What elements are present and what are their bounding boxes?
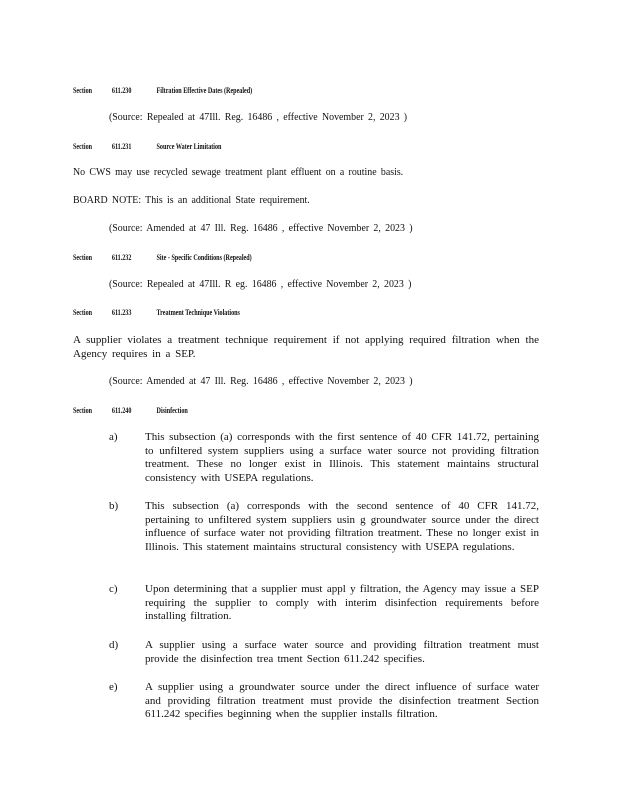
section-title: Site - Specific Conditions (Repealed) [156,252,252,262]
section-number: 611.240 [111,405,132,415]
list-item-text: A supplier using a surface water source and providing filtration treatment must provide the disinfection trea tment Section 611.242 specifies. [145,639,539,665]
section-heading [73,85,252,95]
list-item-label: b) [109,500,119,512]
section-number: 611.232 [111,252,132,262]
board-note: BOARD NOTE: This is an additional State requirement. [73,194,310,206]
list-item-label: a) [109,431,118,443]
source-note: (Source: Repealed at 47Ill. R eg. 16486 , effective November 2, 2023 ) [109,278,412,290]
section-label: Section [73,307,93,317]
source-note: (Source: Amended at 47 Ill. Reg. 16486 , effective November 2, 2023 ) [109,375,413,387]
section-number: 611.233 [111,307,132,317]
section-heading [73,405,188,415]
list-item-label: e) [109,681,118,693]
section-heading [73,307,240,317]
section-title: Treatment Technique Violations [156,307,240,317]
section-title: Disinfection [156,405,188,415]
source-note: (Source: Amended at 47 Ill. Reg. 16486 , effective November 2, 2023 ) [109,222,413,234]
section-label: Section [73,252,93,262]
section-title: Filtration Effective Dates (Repealed) [156,85,253,95]
section-number: 611.231 [111,141,132,151]
list-item-text: Upon determining that a supplier must appl y filtration, the Agency may issue a SEP requiring the supplier to comply with interim disinfection requirements before installing filtration. [145,583,539,623]
list-item-label: d) [109,639,119,651]
section-title: Source Water Limitation [156,141,222,151]
list-item-text: This subsection (a) corresponds with the second sentence of 40 CFR 141.72, pertaining to unfiltered system suppliers usin g groundwater source under the direct influence of surface water not providing filtration treatment. These no longer exist in Illinois. This statement maintains structural consistency with USEPA regulations. [145,500,539,553]
section-body: A supplier violates a treatment technique requirement if not applying required filtration when the Agency requires in a SEP. [73,334,539,360]
section-heading [73,141,221,151]
section-heading [73,252,252,262]
list-item-label: c) [109,583,118,595]
list-item-text: A supplier using a groundwater source under the direct influence of surface water and providing filtration treatment must provide the disinfection treatment Section 611.242 specifies beginning when the supplier installs filtration. [145,681,539,721]
section-label: Section [73,141,93,151]
source-note: (Source: Repealed at 47Ill. Reg. 16486 , effective November 2, 2023 ) [109,111,408,123]
list-item-text: This subsection (a) corresponds with the first sentence of 40 CFR 141.72, pertaining to unfiltered system suppliers using a surface water source not providing filtration treatment. These no longer exist in Illinois. This statement maintains structural consistency with USEPA regulations. [145,431,539,484]
section-label: Section [73,405,93,415]
section-number: 611.230 [111,85,132,95]
section-body: No CWS may use recycled sewage treatment plant effluent on a routine basis. [73,166,404,178]
section-label: Section [73,85,93,95]
